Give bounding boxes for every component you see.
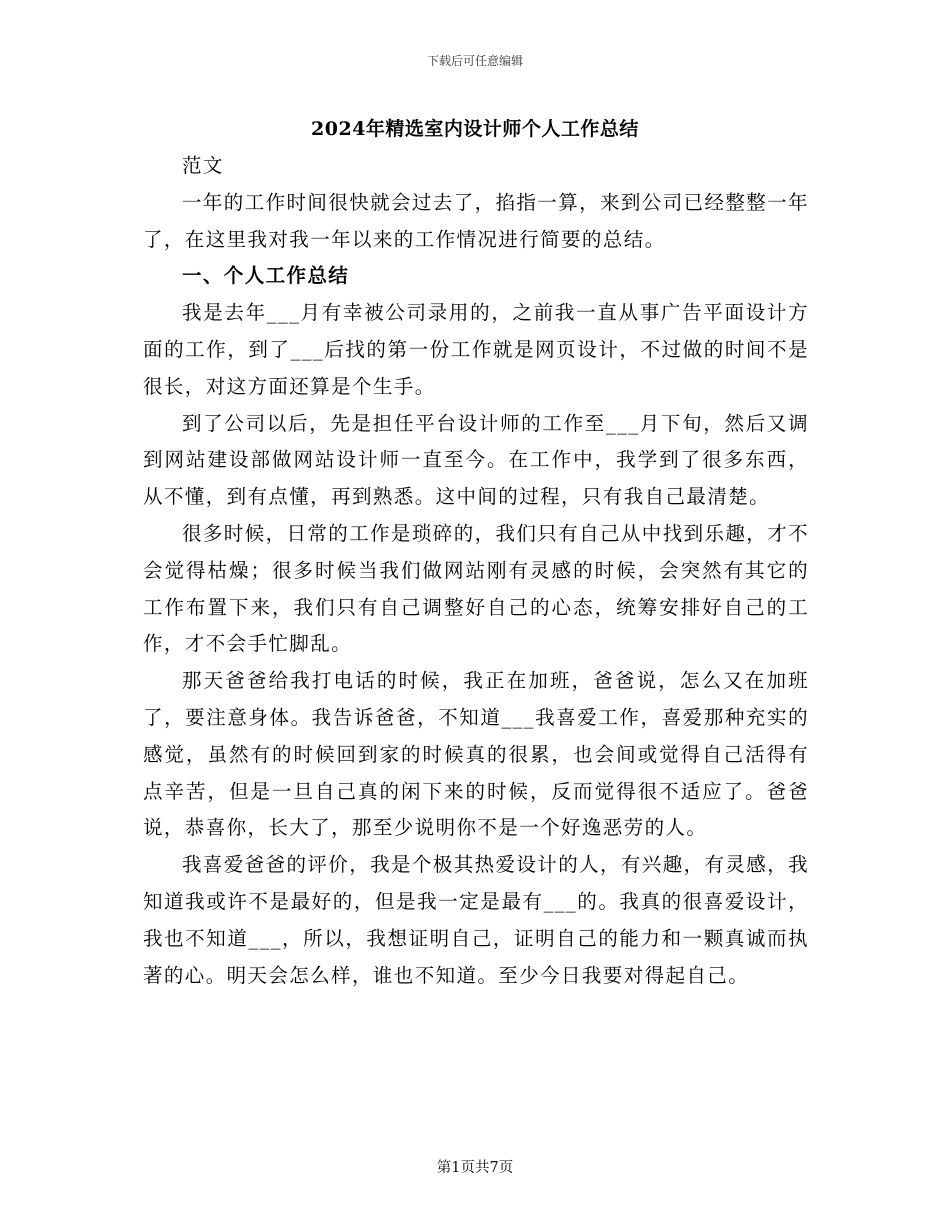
doc-label: 范文: [182, 154, 224, 177]
header-note: 下载后可任意编辑: [426, 54, 523, 68]
paragraph-intro: 一年的工作时间很快就会过去了，掐指一算，来到公司已经整整一年了，在这里我对我一年以来的工作情况进行简要的总结。: [143, 190, 810, 251]
document-title: 2024年精选室内设计师个人工作总结: [311, 118, 639, 140]
paragraph-1: 我是去年___月有幸被公司录用的，之前我一直从事广告平面设计方面的工作，到了___后找的第一份工作就是网页设计，不过做的时间不是很长，对这方面还算是个生手。: [143, 301, 809, 398]
page-footer: 第1页共7页: [436, 1160, 514, 1176]
section-heading: 一、个人工作总结: [182, 264, 350, 288]
document-body: [143, 148, 809, 994]
paragraph-2: 到了公司以后，先是担任平台设计师的工作至___月下旬，然后又调到网站建设部做网站设计师一直至今。在工作中，我学到了很多东西，从不懂，到有点懂，再到熟悉。这中间的过程，只有我自己最清楚。: [143, 411, 809, 509]
paragraph-3: 很多时候，日常的工作是琐碎的，我们只有自己从中找到乐趣，才不会觉得枯燥；很多时候当我们做网站刚有灵感的时候，会突然有其它的工作布置下来，我们只有自己调整好自己的心态，统筹安排好自己的工作，才不会手忙脚乱。: [143, 521, 810, 656]
paragraph-5: 我喜爱爸爸的评价，我是个极其热爱设计的人，有兴趣，有灵感，我知道我或许不是最好的，但是我一定是最有___的。我真的很喜爱设计，我也不知道___，所以，我想证明自己，证明自己的能力和一颗真诚而执著的心。明天会怎么样，谁也不知道。至少今日我要对得起自己。: [143, 853, 810, 987]
paragraph-4: 那天爸爸给我打电话的时候，我正在加班，爸爸说，怎么又在加班了，要注意身体。我告诉爸爸，不知道___我喜爱工作，喜爱那种充实的感觉，虽然有的时候回到家的时候真的很累，也会间或觉得自己活得有点辛苦，但是一旦自己真的闲下来的时候，反而觉得很不适应了。爸爸说，恭喜你，长大了，那至少说明你不是一个好逸恶劳的人。: [143, 669, 809, 840]
